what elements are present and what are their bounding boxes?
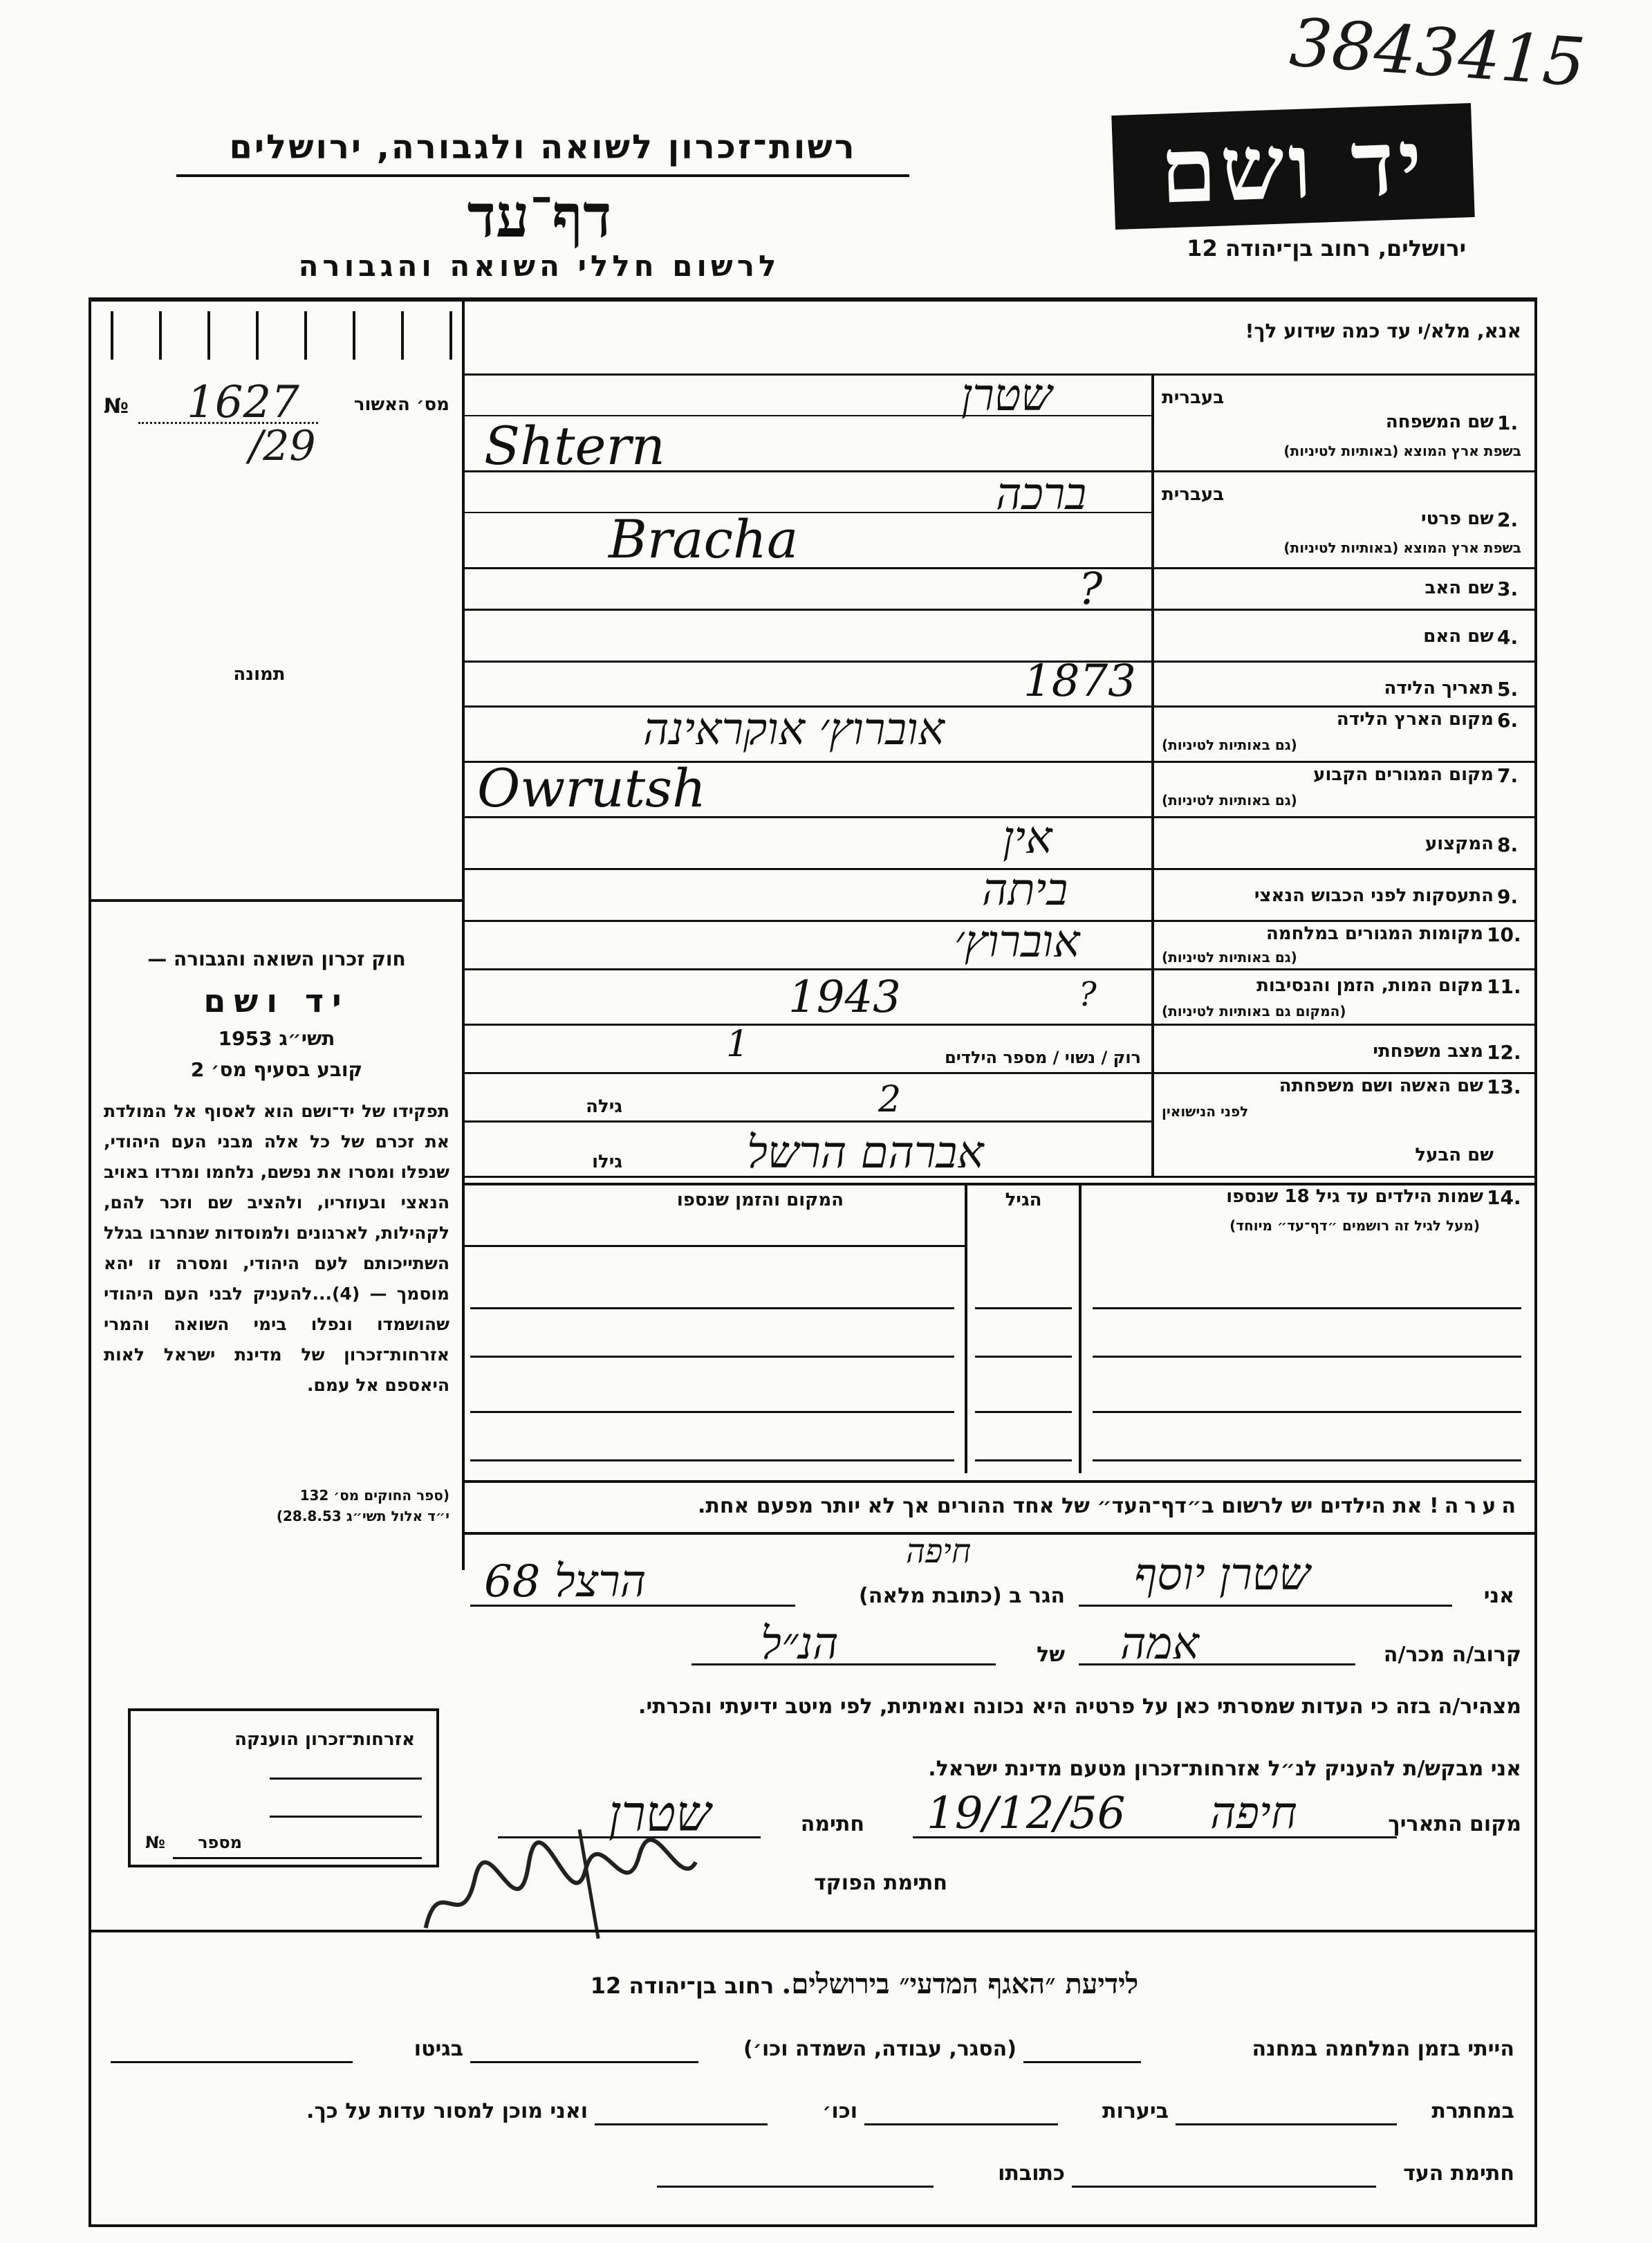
- footer-title: לידיעת ״האגף המדעי״ בירושלים.: [781, 1968, 1139, 2000]
- note-title: הערה!: [1429, 1494, 1521, 1518]
- field-12-options: רוק / נשוי / מספר הילדים: [945, 1048, 1141, 1067]
- field-5-num: 5.: [1497, 678, 1519, 701]
- certificate-title: אזרחות־זכרון הוענקה: [234, 1729, 415, 1750]
- field-8-label: המקצוע: [1424, 833, 1494, 854]
- archive-number: 3843415: [1287, 3, 1588, 102]
- decl-name-value: שטרן יוסף: [1134, 1549, 1310, 1600]
- field-13-age-value: 2: [878, 1079, 902, 1120]
- field-2-hebrew: ברכה: [996, 469, 1087, 520]
- footer-address: רחוב בן־יהודה 12: [590, 1973, 774, 1999]
- footer-line1-b: (הסגר, עבודה, השמדה וכו׳): [743, 2037, 1017, 2061]
- lang-hebrew-2: בעברית: [1162, 484, 1225, 505]
- field-3-label: שם האב: [1424, 578, 1494, 598]
- field-2-label: שם פרטי: [1421, 508, 1494, 529]
- certificate-symbol: №: [145, 1833, 165, 1852]
- registration-value: 1627: [187, 377, 299, 428]
- field-11-year: 1943: [788, 972, 901, 1023]
- field-13-husband-age-label: גילו: [592, 1152, 622, 1172]
- field-7-label: מקום המגורים הקבוע: [1313, 764, 1494, 785]
- law-text: תפקידו של יד־ושם הוא לאסוף אל המולדת את זכרם של כל אלה מבני העם היהודי, שנפלו ומסרו את נפשם, נלחמו ומרדו באויב הנאצי ובעוזריו, ולהציב שם וזכר להם, לקהילות, לארגונים ולמוסדות שנחרבו בגלל השתייכותם לעם היהודי, ומסרה זו יהא מוסמך — (4)...להעניק לבני העם היהודי שהושמדו ונפלו בימי השואה והמרי אזרחות־זכרון של מדינת ישראל לאות היאספם אל עמם.: [104, 1101, 449, 1395]
- law-year: תשי״ג 1953: [218, 1027, 335, 1050]
- field-2-num: 2.: [1497, 508, 1519, 531]
- field-8-value: אין: [1003, 813, 1052, 864]
- field-13-num: 13.: [1487, 1076, 1521, 1098]
- children-col-place: המקום והזמן שנספו: [676, 1190, 844, 1210]
- field-12-num: 12.: [1487, 1041, 1521, 1064]
- field-1-latin: Shtern: [484, 415, 665, 477]
- field-1-hebrew: שטרן: [961, 370, 1052, 421]
- decl-city-value: חיפה: [906, 1532, 972, 1571]
- decl-i-label: אני: [1483, 1584, 1514, 1608]
- footer-line2-a: במחתרת: [1431, 2099, 1514, 2123]
- field-14-label: שמות הילדים עד גיל 18 שנספו: [1226, 1186, 1483, 1207]
- decl-official-label: חתימת הפוקד: [814, 1871, 947, 1895]
- field-6-value: אוברוץ׳ אוקראינה: [643, 704, 945, 755]
- certificate-number-label: מספר: [198, 1833, 242, 1852]
- field-3-num: 3.: [1497, 578, 1519, 600]
- decl-signature-value: שטרן: [609, 1784, 712, 1843]
- field-5-value: 1873: [1023, 656, 1136, 707]
- logo-text: יד ושם: [1158, 109, 1428, 224]
- yad-vashem-logo: [1111, 103, 1474, 230]
- footer-line3-a: חתימת העד: [1403, 2161, 1514, 2186]
- field-12-value: 1: [726, 1024, 750, 1065]
- field-9-value: ביתה: [982, 865, 1068, 916]
- children-col-age: הגיל: [1005, 1190, 1042, 1210]
- form-subtitle: לרשום חללי השואה והגבורה: [298, 249, 781, 283]
- field-7-num: 7.: [1497, 764, 1519, 787]
- field-1-label: שם המשפחה: [1385, 412, 1494, 432]
- footer-title-line: [484, 1968, 1245, 2000]
- field-14-num: 14.: [1487, 1186, 1521, 1209]
- field-4-num: 4.: [1497, 626, 1519, 649]
- note-line: [484, 1494, 1521, 1518]
- field-13-husband-value: אברהם הרשל: [747, 1127, 984, 1179]
- field-2-latin: Bracha: [609, 508, 799, 570]
- field-6-label: מקום הארץ הלידה: [1336, 709, 1494, 730]
- decl-place-value: חיפה: [1210, 1788, 1297, 1839]
- decl-signature-label: חתימה: [800, 1812, 864, 1836]
- footer-line1-c: בגיטו: [414, 2037, 463, 2061]
- decl-relation-value: אמה: [1120, 1618, 1199, 1670]
- field-11-label: מקום המות, הזמן והנסיבות: [1256, 975, 1483, 996]
- law-title: חוק זכרון השואה והגבורה —: [147, 948, 406, 970]
- law-name: יד ושם: [203, 982, 350, 1019]
- field-11-num: 11.: [1487, 975, 1521, 998]
- authority-name: רשות־זכרון לשואה ולגבורה, ירושלים: [229, 128, 857, 167]
- decl-date-value: 19/12/56: [927, 1788, 1126, 1839]
- field-13-sublabel: לפני הנישואין: [1162, 1103, 1249, 1120]
- registration-boxes: [97, 311, 456, 367]
- field-10-num: 10.: [1487, 923, 1521, 946]
- field-2-latin-note: בשפת ארץ המוצא (באותיות לטיניות): [1283, 539, 1521, 556]
- footer-line2-b: ביערות: [1102, 2099, 1169, 2123]
- field-11-mark: ?: [1079, 975, 1097, 1014]
- field-12-label: מצב משפחתי: [1373, 1041, 1483, 1062]
- field-8-num: 8.: [1497, 833, 1519, 856]
- law-clause: קובע בסעיף מס׳ 2: [190, 1058, 363, 1081]
- field-9-label: התעסקות לפני הכבוש הנאצי: [1254, 885, 1494, 906]
- registration-value-sub: /29: [249, 422, 316, 470]
- notice-top: אנא, מלא/י עד כמה שידוע לך!: [1245, 320, 1521, 342]
- registration-label: מס׳ האשור: [353, 394, 449, 415]
- footer-line3-b: כתובתו: [998, 2161, 1065, 2186]
- decl-address-value: הרצל 68: [484, 1556, 647, 1607]
- footer-line2-c: וכו׳: [822, 2099, 857, 2123]
- field-13-age-label: גילה: [586, 1096, 622, 1117]
- field-1-latin-note: בשפת ארץ המוצא (באותיות לטיניות): [1283, 443, 1521, 459]
- footer-line1-a: הייתי בזמן המלחמה במחנה: [1252, 2037, 1514, 2061]
- field-6-latin-note: (גם באותיות לטיניות): [1162, 737, 1297, 753]
- decl-of-label: של: [1037, 1643, 1065, 1667]
- field-11-sublabel: (המקום גם באותיות לטיניות): [1162, 1003, 1346, 1019]
- field-1-num: 1.: [1497, 412, 1519, 434]
- decl-place-date-label: מקום התאריך: [1388, 1812, 1521, 1836]
- decl-relation-label: קרוב/ה מכר/ה: [1383, 1643, 1521, 1667]
- decl-statement: מצהיר/ה בזה כי העדות שמסרתי כאן על פרטיה היא נכונה ואמיתית, לפי מיטב ידיעתי והכרתי.: [638, 1695, 1521, 1719]
- field-7-value: Owrutsh: [477, 757, 707, 819]
- header-address: ירושלים, רחוב בן־יהודה 12: [1187, 235, 1466, 261]
- footer-line2-d: ואני מוכן למסור עדות על כך.: [306, 2099, 588, 2123]
- field-14-sublabel: (מעל לגיל זה רושמים ״דף־עד״ מיוחד): [1229, 1217, 1480, 1234]
- law-ref-1: (ספר החוקים מס׳ 132: [299, 1487, 449, 1504]
- field-13-husband-label: שם הבעל: [1415, 1145, 1494, 1165]
- field-3-value: ?: [1079, 564, 1103, 615]
- photo-label: תמונה: [233, 664, 286, 685]
- field-10-label: מקומות המגורים במלחמה: [1265, 923, 1483, 944]
- field-7-latin-note: (גם באותיות לטיניות): [1162, 792, 1297, 809]
- field-4-label: שם האם: [1423, 626, 1494, 647]
- note-text: את הילדים יש לרשום ב״דף־העד״ של אחד ההורים אך לא יותר מפעם אחת.: [698, 1494, 1422, 1518]
- law-ref-2: י״ד אלול תשי״ג 28.8.53): [276, 1508, 449, 1524]
- decl-request: אני מבקש/ת להעניק לנ״ל אזרחות־זכרון מטעם מדינת ישראל.: [928, 1757, 1521, 1781]
- field-5-label: תאריך הלידה: [1384, 678, 1494, 699]
- field-6-num: 6.: [1497, 709, 1519, 732]
- decl-resides-label: הגר ב (כתובת מלאה): [858, 1584, 1065, 1608]
- field-10-value: אוברוץ׳: [954, 916, 1080, 968]
- field-10-latin-note: (גם באותיות לטיניות): [1162, 949, 1297, 966]
- field-13-label: שם האשה ושם משפחתה: [1279, 1076, 1483, 1096]
- registration-symbol: №: [104, 394, 129, 418]
- lang-hebrew-1: בעברית: [1162, 387, 1225, 408]
- form-title: דף־עד: [467, 181, 612, 251]
- decl-of-value: הנ״ל: [761, 1618, 839, 1670]
- field-9-num: 9.: [1497, 885, 1519, 908]
